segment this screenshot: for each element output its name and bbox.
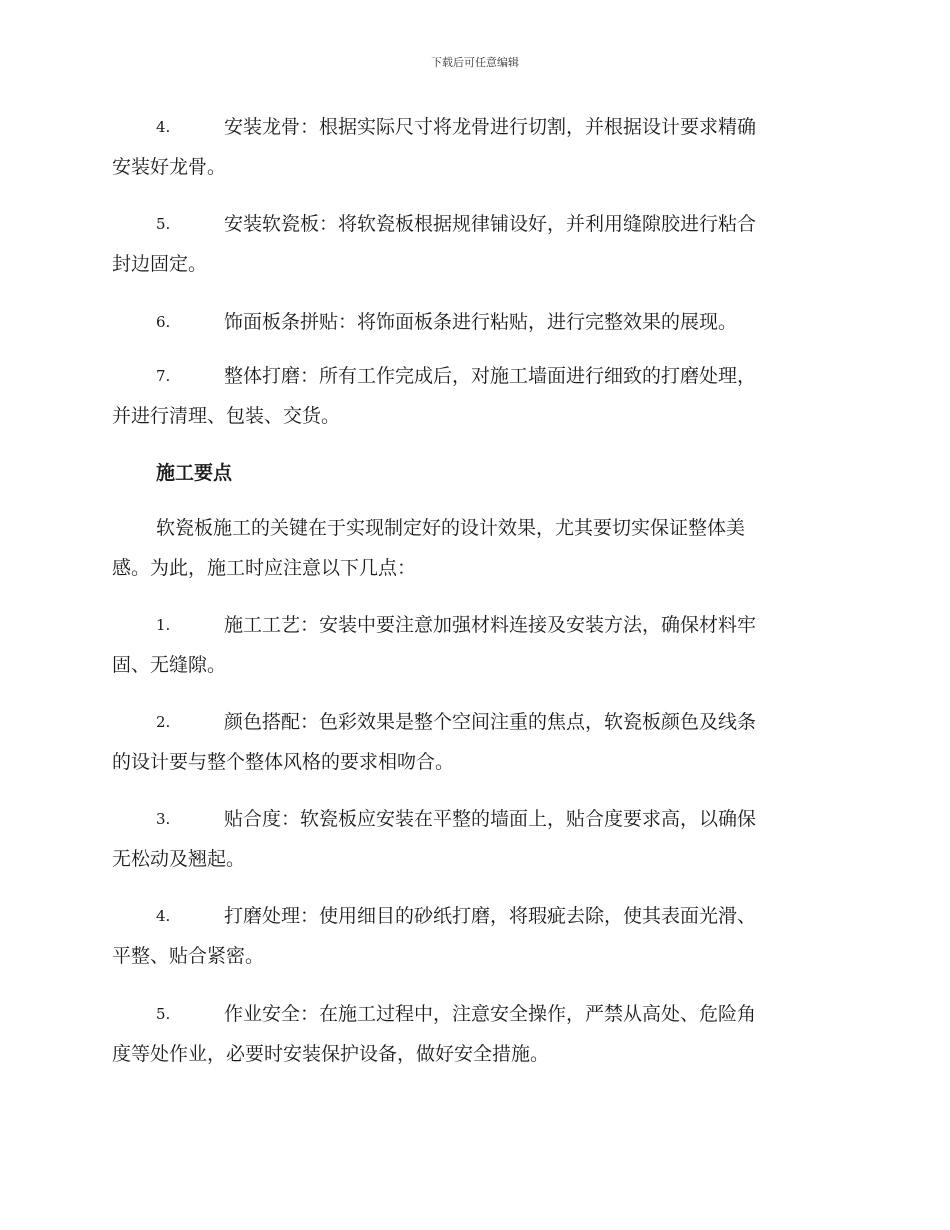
list-text-line: 的设计要与整个整体风格的要求相吻合。: [112, 751, 455, 773]
list-number: 4.: [156, 907, 171, 925]
list-item: [112, 994, 836, 1074]
list-item: [112, 204, 836, 284]
list-text-line: 施工工艺：安装中要注意加强材料连接及安装方法，确保材料牢: [224, 614, 757, 636]
list-text-line: 作业安全：在施工过程中，注意安全操作，严禁从高处、危险角: [224, 1003, 757, 1025]
list-number: 2.: [156, 713, 171, 731]
list-number: 6.: [156, 313, 171, 331]
list-text-line: 打磨处理：使用细目的砂纸打磨，将瑕疵去除，使其表面光滑、: [224, 905, 757, 927]
list-text-line: 平整、贴合紧密。: [112, 945, 265, 967]
list-text-line: 饰面板条拼贴：将饰面板条进行粘贴，进行完整效果的展现。: [224, 311, 738, 333]
list-item: [112, 605, 836, 685]
list-text-line: 贴合度：软瓷板应安装在平整的墙面上，贴合度要求高，以确保: [224, 808, 757, 830]
list-text-line: 并进行清理、包装、交货。: [112, 405, 341, 427]
list-number: 1.: [156, 616, 171, 634]
list-number: 7.: [156, 367, 171, 385]
paragraph-line: 软瓷板施工的关键在于实现制定好的设计效果，尤其要切实保证整体美: [156, 517, 746, 539]
list-text-line: 安装龙骨：根据实际尺寸将龙骨进行切割，并根据设计要求精确: [224, 116, 757, 138]
paragraph-line: 感。为此，施工时应注意以下几点：: [112, 557, 417, 579]
list-text-line: 无松动及翘起。: [112, 848, 246, 870]
list-item: [112, 896, 836, 976]
list-text-line: 整体打磨：所有工作完成后，对施工墙面进行细致的打磨处理，: [224, 365, 757, 387]
list-item: [112, 702, 836, 782]
list-number: 5.: [156, 1005, 171, 1023]
list-number: 4.: [156, 118, 171, 136]
list-item: [112, 302, 836, 342]
page-header: 下载后可任意编辑: [431, 56, 519, 69]
intro-paragraph: [112, 508, 836, 588]
list-text-line: 度等处作业，必要时安装保护设备，做好安全措施。: [112, 1043, 550, 1065]
list-item: [112, 107, 836, 187]
list-text-line: 固、无缝隙。: [112, 654, 227, 676]
list-text-line: 封边固定。: [112, 253, 208, 275]
list-number: 3.: [156, 810, 171, 828]
list-item: [112, 799, 836, 879]
list-item: [112, 356, 836, 436]
list-text-line: 颜色搭配：色彩效果是整个空间注重的焦点，软瓷板颜色及线条: [224, 711, 757, 733]
list-text-line: 安装好龙骨。: [112, 156, 227, 178]
section-heading: 施工要点: [156, 462, 233, 484]
list-number: 5.: [156, 215, 171, 233]
list-text-line: 安装软瓷板：将软瓷板根据规律铺设好，并利用缝隙胶进行粘合: [224, 213, 757, 235]
